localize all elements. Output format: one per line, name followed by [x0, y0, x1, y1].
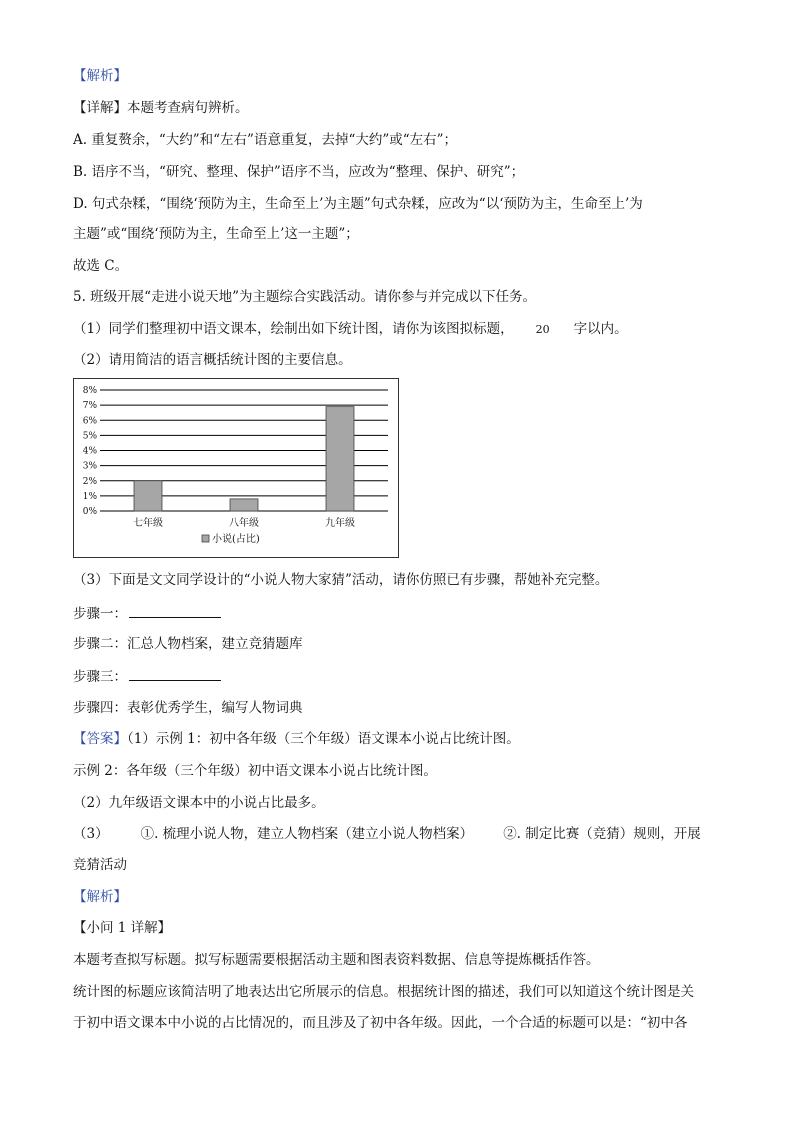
answer-1-text: （1）示例 1：初中各年级（三个年级）语文课本小说占比统计图。	[127, 731, 520, 747]
analysis-line-2: 统计图的标题应该简洁明了地表达出它所展示的信息。根据统计图的描述，我们可以知道这个统计图是关	[73, 984, 694, 1000]
step-three-line	[73, 666, 221, 687]
answer-heading: 【答案】	[73, 731, 127, 747]
step-four-line: 步骤四：表彰优秀学生，编写人物词典	[73, 700, 303, 716]
bar-chart-svg	[74, 379, 398, 557]
bar	[134, 481, 162, 511]
answer-line-2: 示例 2：各年级（三个年级）初中语文课本小说占比统计图。	[73, 763, 437, 779]
option-a-line: A. 重复赘余，“大约”和“左右”语意重复，去掉“大约”或“左右”；	[73, 132, 458, 148]
detail-line: 【详解】本题考查病句辨析。	[73, 100, 249, 116]
step-one-blank	[129, 603, 221, 618]
step-three-label: 步骤三：	[73, 669, 127, 685]
question-5-stem: 5. 班级开展“走进小说天地”为主题综合实践活动。请你参与并完成以下任务。	[73, 289, 536, 305]
analysis-line-3: 于初中语文课本中小说的占比情况的，而且涉及了初中各年级。因此，一个合适的标题可以是：“初中各	[73, 1015, 688, 1031]
answer-line-5: 竞猜活动	[73, 857, 127, 873]
sub-question-1-heading: 【小问 1 详解】	[73, 920, 172, 936]
bar	[230, 499, 258, 511]
y-tick-label: 3%	[82, 461, 97, 472]
y-tick-label: 8%	[82, 386, 97, 396]
legend-label: 小说(占比)	[212, 534, 260, 545]
y-tick-label: 0%	[82, 507, 97, 517]
option-b-line: B. 语序不当，“研究、整理、保护”语序不当，应改为“整理、保护、研究”；	[73, 164, 525, 180]
y-tick-label: 4%	[82, 446, 97, 457]
answer-choice-line: 故选 C。	[73, 258, 129, 274]
part1-limit-text: 字以内。	[573, 321, 628, 337]
y-tick-label: 1%	[82, 491, 97, 502]
answer-line-4	[73, 824, 701, 844]
question-5-part2: （2）请用简洁的语言概括统计图的主要信息。	[73, 352, 352, 368]
category-label: 七年级	[133, 518, 163, 529]
question-5-part1	[73, 319, 628, 340]
answer-line-1	[73, 729, 520, 749]
part1-text: （1）同学们整理初中语文课本，绘制出如下统计图，请你为该图拟标题，	[73, 321, 514, 337]
bar-chart	[73, 378, 399, 558]
bar	[326, 407, 354, 511]
step-two-line: 步骤二：汇总人物档案，建立竞猜题库	[73, 636, 303, 652]
category-label: 九年级	[325, 518, 355, 529]
step-one-line	[73, 603, 221, 624]
part1-limit-number: 20	[535, 323, 550, 336]
question-5-part3: （3）下面是文文同学设计的“小说人物大家猜”活动，请你仿照已有步骤，帮她补充完整。	[73, 572, 609, 588]
answer-3-item-1: ①. 梳理小说人物，建立人物档案（建立小说人物档案）	[140, 826, 474, 842]
y-tick-label: 5%	[82, 431, 97, 442]
category-label: 八年级	[229, 518, 259, 529]
option-d-line: D. 句式杂糅，“围绕‘预防为主，生命至上’为主题”句式杂糅，应改为“以‘预防为主，生命至上’为	[73, 196, 643, 212]
step-three-blank	[129, 666, 221, 681]
y-tick-label: 2%	[82, 476, 97, 487]
answer-3-label: （3）	[73, 826, 109, 842]
analysis-line-1: 本题考查拟写标题。拟写标题需要根据活动主题和图表资料数据、信息等提炼概括作答。	[73, 952, 600, 968]
step-one-label: 步骤一：	[73, 606, 127, 622]
option-d-line-cont: 主题”或“围绕‘预防为主，生命至上’这一主题”；	[73, 226, 359, 242]
answer-3-item-2: ②. 制定比赛（竞猜）规则，开展	[503, 826, 701, 842]
legend-swatch	[202, 535, 209, 542]
y-tick-label: 7%	[82, 401, 97, 412]
answer-line-3: （2）九年级语文课本中的小说占比最多。	[73, 795, 325, 811]
analysis-heading: 【解析】	[73, 68, 127, 84]
y-tick-label: 6%	[82, 416, 97, 427]
analysis-heading-2: 【解析】	[73, 889, 127, 905]
